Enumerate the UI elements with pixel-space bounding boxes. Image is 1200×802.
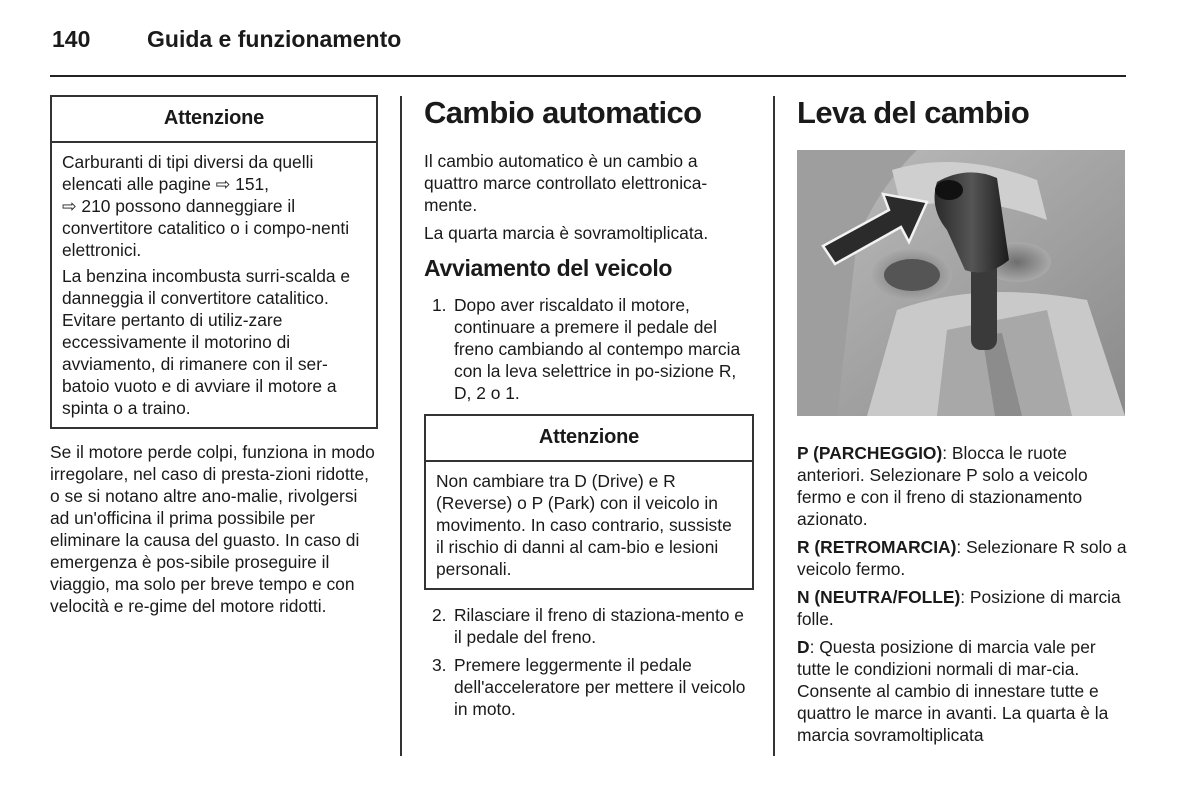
step-text: Premere leggermente il pedale dell'acceleratore per mettere il veicolo in moto. bbox=[454, 655, 746, 719]
running-header-title: Guida e funzionamento bbox=[147, 26, 402, 52]
header-rule bbox=[50, 75, 1126, 77]
gear-lever-photo bbox=[797, 150, 1125, 416]
steps-list bbox=[424, 294, 754, 404]
gear-description bbox=[797, 442, 1127, 530]
section-heading: Leva del cambio bbox=[797, 95, 1030, 130]
warning-text: 210 possono danneggiare il convertitore catalitico o i compo-nenti elettronici. bbox=[62, 196, 350, 260]
page-reference-icon: ⇨ bbox=[62, 196, 77, 216]
warning-text: Carburanti di tipi diversi da quelli elencati alle pagine bbox=[62, 152, 314, 194]
column-1 bbox=[50, 92, 378, 623]
gear-description bbox=[797, 636, 1127, 746]
section-heading: Cambio automatico bbox=[424, 95, 702, 130]
gear-text: : Questa posizione di marcia vale per tutte le condizioni normali di mar-cia. Consente al cambio di innestare tutte e quattro le marce in avanti. La quarta è la marcia sovramoltiplicata bbox=[797, 637, 1109, 745]
warning-title: Attenzione bbox=[52, 97, 376, 143]
step-text: Rilasciare il freno di staziona-mento e il pedale del freno. bbox=[454, 605, 744, 647]
gear-label: P (PARCHEGGIO) bbox=[797, 443, 943, 463]
column-3 bbox=[797, 92, 1127, 752]
gear-text: : Blocca le ruote anteriori. Selezionare P solo a veicolo fermo e con il freno di stazionamento azionato. bbox=[797, 443, 1088, 529]
warning-text: 151, bbox=[230, 174, 269, 194]
body-paragraph: La quarta marcia è sovramoltiplicata. bbox=[424, 223, 709, 243]
gear-description bbox=[797, 536, 1127, 580]
step-text: Dopo aver riscaldato il motore, continuare a premere il pedale del freno cambiando al contempo marcia con la leva selettrice in po-sizione R, D, 2 o 1. bbox=[454, 295, 741, 403]
page-reference-icon: ⇨ bbox=[215, 174, 231, 194]
gear-label: N (NEUTRA/FOLLE) bbox=[797, 587, 961, 607]
gear-description bbox=[797, 586, 1127, 630]
gear-label: D bbox=[797, 637, 810, 657]
subsection-heading: Avviamento del veicolo bbox=[424, 255, 673, 281]
column-divider bbox=[400, 96, 402, 756]
body-paragraph: Se il motore perde colpi, funziona in modo irregolare, nel caso di presta-zioni ridotte, o se si notano altre ano-malie, rivolgersi ad un'officina il prima possibile per eliminare la causa del guasto. In caso di emergenza è pos-sibile proseguire il viaggio, ma solo per breve tempo e con velocità e re-gime del motore ridotti. bbox=[50, 442, 375, 616]
step-number: 2. bbox=[432, 605, 447, 625]
warning-paragraph: Non cambiare tra D (Drive) e R (Reverse) o P (Park) con il veicolo in movimento. In caso contrario, sussiste il rischio di danni al cam-bio e lesioni personali. bbox=[436, 471, 732, 579]
gear-label: R (RETROMARCIA) bbox=[797, 537, 957, 557]
warning-body bbox=[52, 143, 376, 427]
list-item bbox=[424, 604, 754, 648]
warning-box bbox=[50, 95, 378, 429]
list-item bbox=[424, 294, 754, 404]
steps-list bbox=[424, 604, 754, 720]
column-2 bbox=[424, 92, 754, 726]
warning-body bbox=[426, 462, 752, 588]
gear-text: : Selezionare R solo a veicolo fermo. bbox=[797, 537, 1127, 579]
step-number: 1. bbox=[432, 295, 447, 315]
knob-button bbox=[935, 180, 963, 200]
column-divider bbox=[773, 96, 775, 756]
gear-text: : Posizione di marcia folle. bbox=[797, 587, 1121, 629]
warning-paragraph: La benzina incombusta surri-scalda e danneggia il convertitore catalitico. Evitare pertanto di utiliz-zare eccessivamente il motorino di avviamento, di rimanere con il ser-batoio vuoto e di avviare il motore a spinta o a traino. bbox=[62, 266, 351, 418]
body-paragraph: Il cambio automatico è un cambio a quattro marce controllato elettronica-mente. bbox=[424, 151, 708, 215]
warning-paragraph bbox=[62, 151, 366, 261]
list-item bbox=[424, 654, 754, 720]
warning-box bbox=[424, 414, 754, 590]
step-number: 3. bbox=[432, 655, 447, 675]
page-number: 140 bbox=[52, 26, 91, 52]
warning-title: Attenzione bbox=[426, 416, 752, 462]
